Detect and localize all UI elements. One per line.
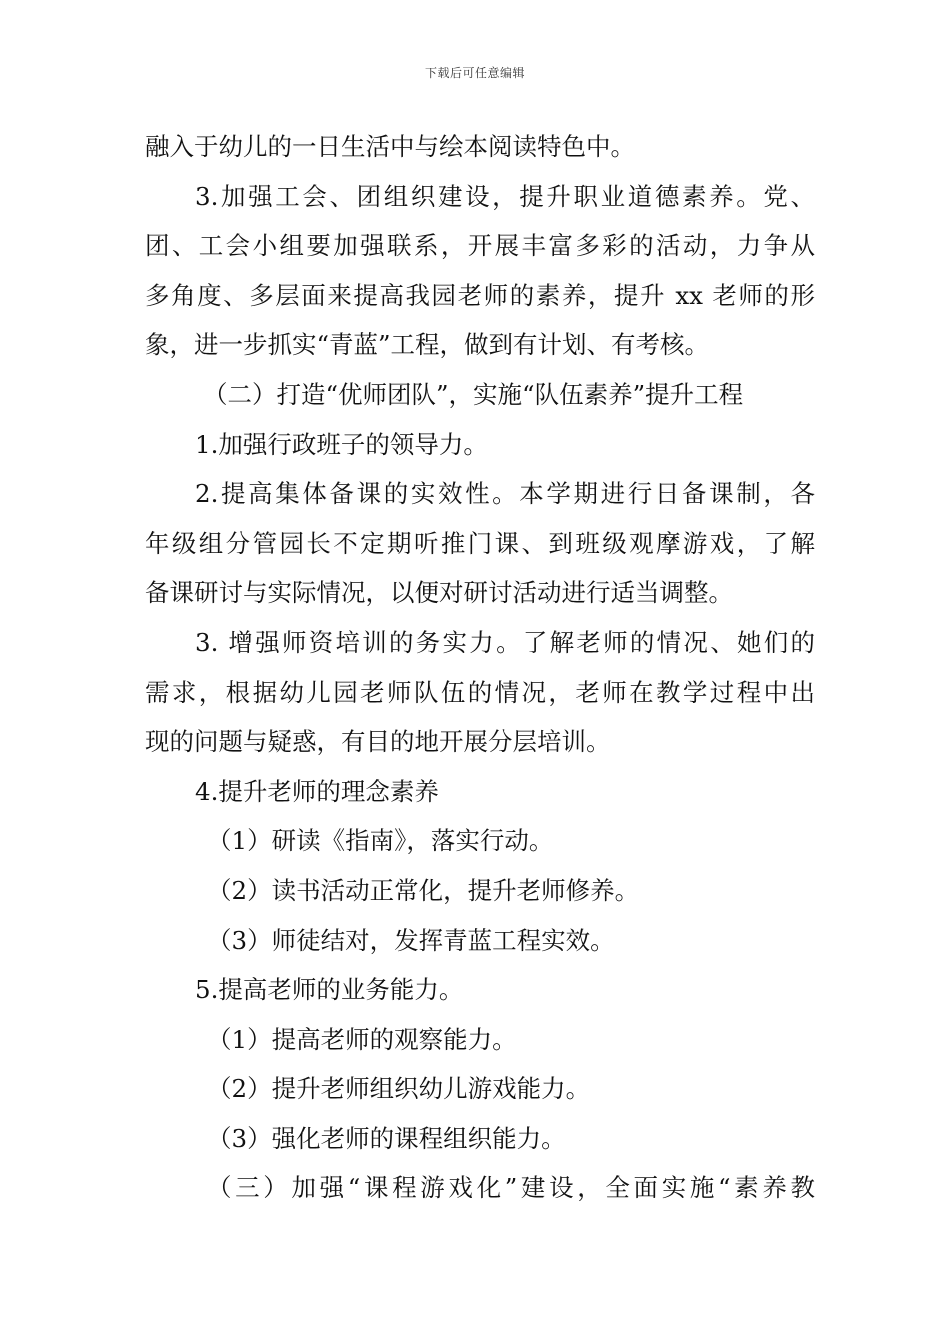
list-item: （3）强化老师的课程组织能力。 bbox=[207, 1123, 566, 1153]
subheading-line: 5.提高老师的业务能力。 bbox=[195, 975, 464, 1005]
section-heading: （三）加强“课程游戏化”建设，全面实施“素养教 bbox=[207, 1173, 815, 1203]
list-item: （2）提升老师组织幼儿游戏能力。 bbox=[207, 1074, 591, 1104]
subheading-line: 4.提升老师的理念素养 bbox=[195, 776, 439, 806]
paragraph-line: 融入于幼儿的一日生活中与绘本阅读特色中。 bbox=[145, 132, 635, 161]
page-header-note: 下载后可任意编辑 bbox=[424, 66, 525, 80]
list-item: （3）师徒结对，发挥青蓝工程实效。 bbox=[207, 925, 615, 955]
paragraph-line: 备课研讨与实际情况，以便对研讨活动进行适当调整。 bbox=[145, 578, 733, 608]
paragraph-line: 年级组分管园长不定期听推门课、到班级观摩游戏，了解 bbox=[145, 528, 815, 558]
list-item: （1）研读《指南》，落实行动。 bbox=[207, 826, 554, 856]
document-body bbox=[145, 122, 815, 1213]
paragraph-line: 3.加强工会、团组织建设，提升职业道德素养。党、 bbox=[195, 181, 815, 211]
list-item: （2）读书活动正常化，提升老师修养。 bbox=[207, 875, 640, 905]
paragraph-line: 象，进一步抓实“青蓝”工程，做到有计划、有考核。 bbox=[145, 330, 710, 360]
paragraph-line: 2.提高集体备课的实效性。本学期进行日备课制，各 bbox=[195, 479, 815, 509]
paragraph-line: 多角度、多层面来提高我园老师的素养，提升 xx 老师的形 bbox=[145, 280, 815, 310]
paragraph-line: 现的问题与疑惑，有目的地开展分层培训。 bbox=[145, 727, 611, 757]
paragraph-line: 3. 增强师资培训的务实力。了解老师的情况、她们的 bbox=[195, 627, 815, 657]
list-item: （1）提高老师的观察能力。 bbox=[207, 1024, 517, 1054]
paragraph-line: 团、工会小组要加强联系，开展丰富多彩的活动，力争从 bbox=[145, 231, 815, 261]
section-heading: （二）打造“优师团队”，实施“队伍素养”提升工程 bbox=[203, 379, 744, 409]
paragraph-line: 需求，根据幼儿园老师队伍的情况，老师在教学过程中出 bbox=[145, 677, 815, 707]
subheading-line: 1.加强行政班子的领导力。 bbox=[195, 429, 488, 459]
